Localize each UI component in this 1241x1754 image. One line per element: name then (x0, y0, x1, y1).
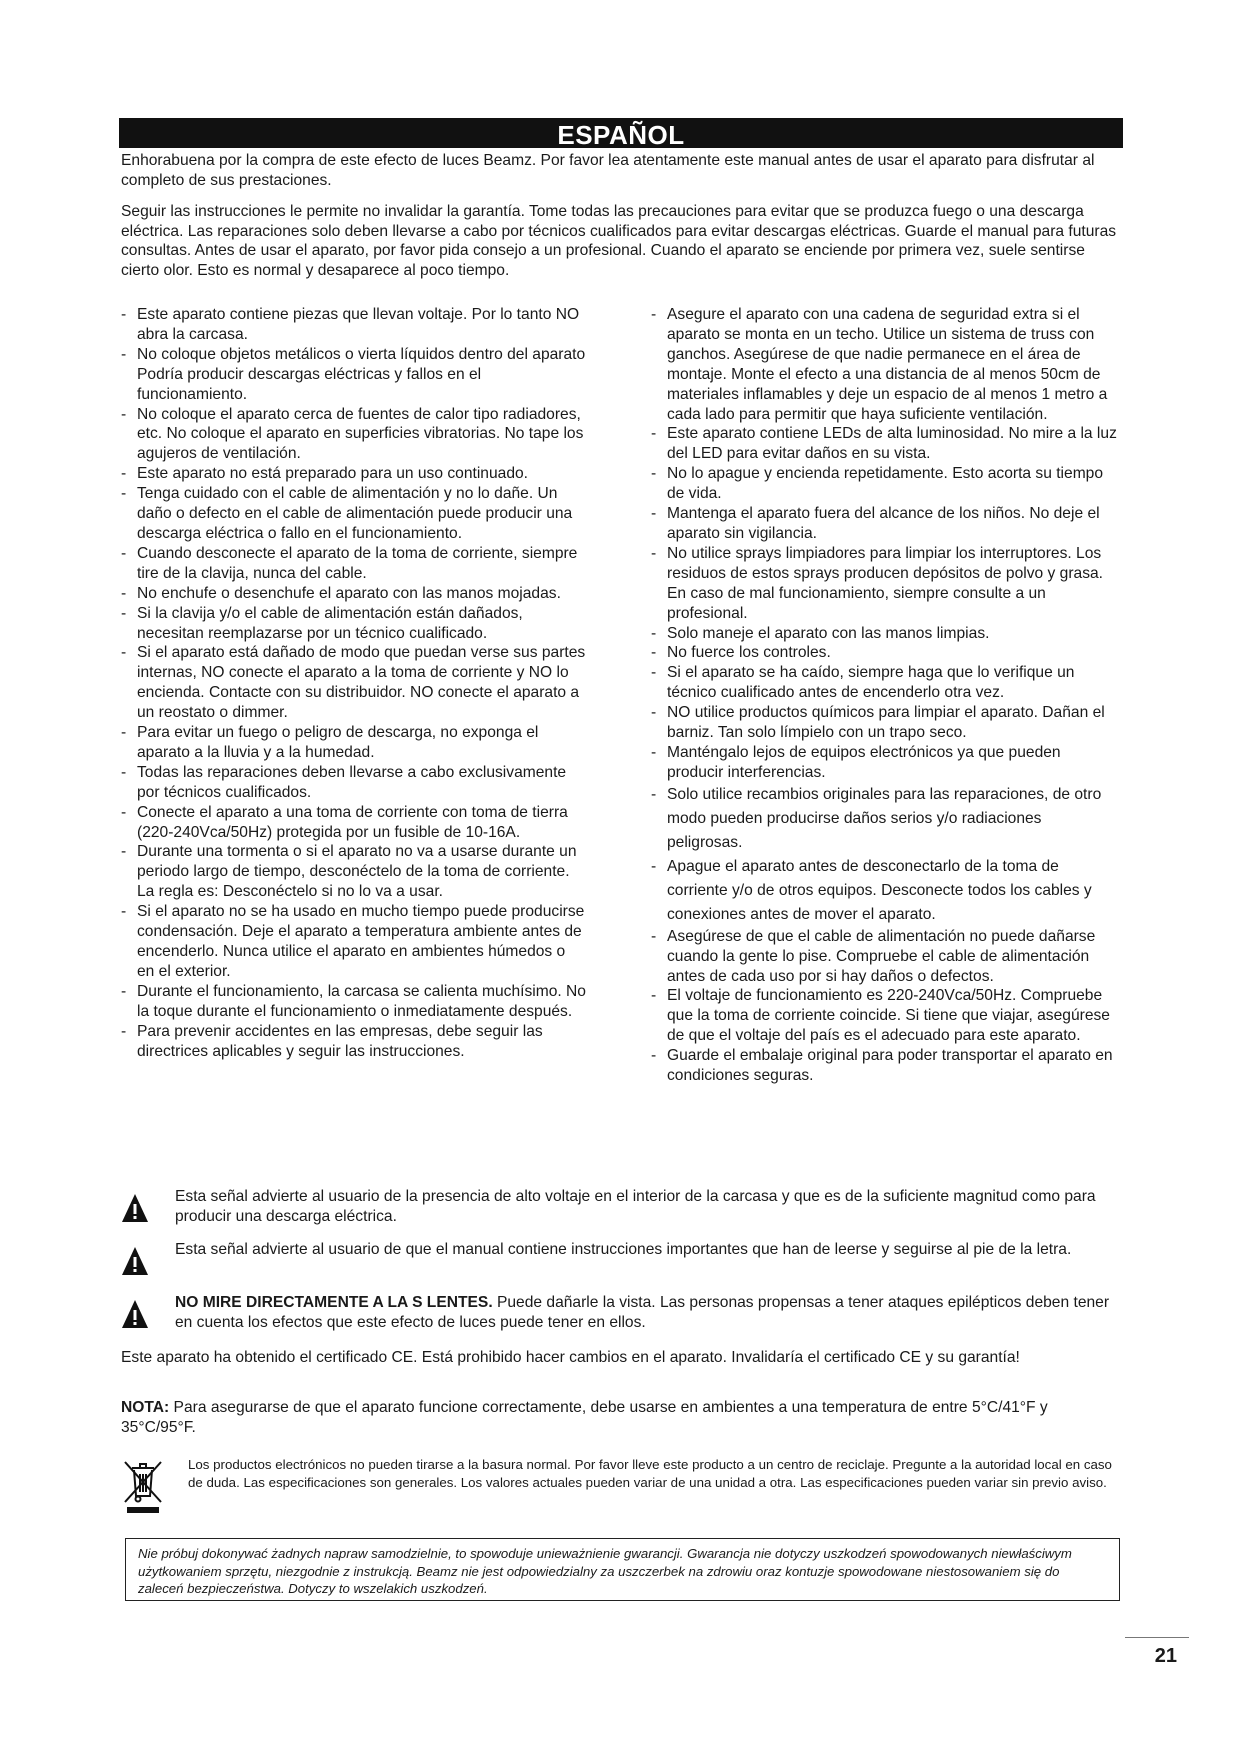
list-item: - Guarde el embalaje original para poder transportar el aparato en condiciones seguras. (651, 1046, 1121, 1086)
crossed-out-wheelie-bin-icon (121, 1458, 165, 1514)
safety-list-right (651, 305, 1121, 1086)
list-item: - No enchufe o desenchufe el aparato con las manos mojadas. (121, 584, 586, 604)
polish-warranty-box: Nie próbuj dokonywać żadnych napraw samodzielnie, to spowoduje unieważnienie gwarancji. Gwarancja nie dotyczy uszkodzeń spowodowanych niewłaściwym użytkowaniem sprzętu, niezgodnie z instrukcją. Beamz nie jest odpowiedzialny za uszczerbek na zdrowiu oraz kontuzje spowodowane niestosowaniem się do zaleceń bezpieczeństwa. Dotyczy to wszelakich uszkodzeń. (125, 1538, 1120, 1601)
warning-text (175, 1293, 1121, 1332)
list-item: - Si el aparato se ha caído, siempre haga que lo verifique un técnico cualificado antes de encenderlo otra vez. (651, 663, 1121, 703)
nota-text: Para asegurarse de que el aparato funcione correctamente, debe usarse en ambientes a una temperatura de entre 5°C/41°F y 35°C/95°F. (121, 1399, 1048, 1436)
list-item: - Si el aparato no se ha usado en mucho tiempo puede producirse condensación. Deje el aparato a temperatura ambiente antes de encenderlo. Nunca utilice el aparato en ambientes húmedos o en el exterior. (121, 902, 586, 982)
intro-paragraph: Enhorabuena por la compra de este efecto de luces Beamz. Por favor lea atentamente este manual antes de usar el aparato para disfrutar al completo de sus prestaciones. (121, 152, 1095, 189)
list-item: - Si la clavija y/o el cable de alimentación están dañados, necesitan reemplazarse por un técnico cualificado. (121, 604, 586, 644)
list-item: - NO utilice productos químicos para limpiar el aparato. Dañan el barniz. Tan solo límpielo con un trapo seco. (651, 703, 1121, 743)
list-item: - El voltaje de funcionamiento es 220-240Vca/50Hz. Compruebe que la toma de corriente coincide. Si tiene que viajar, asegúrese de que el voltaje del país es el adecuado para este aparato. (651, 986, 1121, 1046)
nota-label: NOTA: (121, 1399, 170, 1416)
warning-triangle-icon (121, 1299, 149, 1329)
list-item: - No lo apague y encienda repetidamente. Esto acorta su tiempo de vida. (651, 464, 1121, 504)
ce-paragraph: Este aparato ha obtenido el certificado CE. Está prohibido hacer cambios en el aparato. Invalidaría el certificado CE y su garantía! (121, 1349, 1020, 1366)
list-item: - No fuerce los controles. (651, 643, 1121, 663)
page-number: 21 (1154, 1645, 1177, 1667)
list-item: - Para evitar un fuego o peligro de descarga, no exponga el aparato a la lluvia y a la humedad. (121, 723, 586, 763)
list-item: - Todas las reparaciones deben llevarse a cabo exclusivamente por técnicos cualificados. (121, 763, 586, 803)
list-item: - Durante una tormenta o si el aparato no va a usarse durante un periodo largo de tiempo, desconéctelo de la toma de corriente. La regla es: Desconéctelo si no lo va a usar. (121, 842, 586, 902)
warning-text: Esta señal advierte al usuario de que el manual contiene instrucciones importantes que han de leerse y seguirse al pie de la letra. (175, 1241, 1072, 1258)
list-item: - Para prevenir accidentes en las empresas, debe seguir las directrices aplicables y seguir las instrucciones. (121, 1022, 586, 1062)
list-item: - No utilice sprays limpiadores para limpiar los interruptores. Los residuos de estos sprays producen depósitos de polvo y grasa. En caso de mal funcionamiento, siempre consulte a un profesional. (651, 544, 1121, 624)
list-item: - Este aparato contiene LEDs de alta luminosidad. No mire a la luz del LED para evitar daños en su vista. (651, 424, 1121, 464)
safety-list-left (121, 305, 586, 1061)
warranty-paragraph: Seguir las instrucciones le permite no invalidar la garantía. Tome todas las precauciones para evitar que se produzca fuego o una descarga eléctrica. Las reparaciones solo deben llevarse a cabo por técnicos cualificados para evitar descargas eléctricas. Guarde el manual para futuras consultas. Antes de usar el aparato, por favor pida consejo a un profesional. Cuando el aparato se enciende por primera vez, suele sentirse cierto olor. Esto es normal y desaparece al poco tiempo. (121, 203, 1117, 279)
list-item: - Manténgalo lejos de equipos electrónicos ya que pueden producir interferencias. (651, 743, 1121, 783)
warning-text: Esta señal advierte al usuario de la presencia de alto voltaje en el interior de la carcasa y que es de la suficiente magnitud como para producir una descarga eléctrica. (175, 1188, 1096, 1225)
recycling-text: Los productos electrónicos no pueden tirarse a la basura normal. Por favor lleve este producto a un centro de reciclaje. Pregunte a la autoridad local en caso de duda. Las especificaciones son generales. Los valores actuales pueden variar de una unidad a otra. Las especificaciones pueden variar sin previo aviso. (188, 1457, 1112, 1490)
list-item: - No coloque objetos metálicos o vierta líquidos dentro del aparato Podría producir descargas eléctricas y fallos en el funcionamiento. (121, 345, 586, 405)
list-item: - Tenga cuidado con el cable de alimentación y no lo dañe. Un daño o defecto en el cable de alimentación puede producir una descarga eléctrica o fallo en el funcionamiento. (121, 484, 586, 544)
list-item: - Asegure el aparato con una cadena de seguridad extra si el aparato se monta en un techo. Utilice un sistema de truss con ganchos. Asegúrese de que nadie permanece en el área de montaje. Monte el efecto a una distancia de al menos 50cm de materiales inflamables y deje un espacio de al menos 1 metro a cada lado para permitir que haya suficiente ventilación. (651, 305, 1121, 424)
list-item: - Durante el funcionamiento, la carcasa se calienta muchísimo. No la toque durante el funcionamiento o inmediatamente después. (121, 982, 586, 1022)
list-item: - Si el aparato está dañado de modo que puedan verse sus partes internas, NO conecte el aparato a la toma de corriente y NO lo encienda. Contacte con su distribuidor. NO conecte el aparato a un reostato o dimmer. (121, 643, 586, 723)
footer-rule (1125, 1637, 1189, 1638)
list-item: - Mantenga el aparato fuera del alcance de los niños. No deje el aparato sin vigilancia. (651, 504, 1121, 544)
section-title: ESPAÑOL (119, 118, 1123, 148)
warning-detail: Puede dañarle la vista. Las personas propensas a tener ataques epilépticos deben tener en cuenta los efectos que este efecto de luces puede tener en ellos. (175, 1294, 1110, 1331)
warning-emphasis: NO MIRE DIRECTAMENTE A LA S LENTES. (175, 1294, 493, 1311)
list-item: - Apague el aparato antes de desconectarlo de la toma de corriente y/o de otros equipos. Desconecte todos los cables y conexiones antes de mover el aparato. (651, 855, 1121, 927)
list-item: - Asegúrese de que el cable de alimentación no puede dañarse cuando la gente lo pise. Compruebe el cable de alimentación antes de cada uso por si hay daños o defectos. (651, 927, 1121, 987)
warning-triangle-icon (121, 1246, 149, 1276)
list-item: - Solo utilice recambios originales para las reparaciones, de otro modo pueden producirse daños serios y/o radiaciones peligrosas. (651, 783, 1121, 855)
nota-paragraph (121, 1398, 1121, 1437)
list-item: - Solo maneje el aparato con las manos limpias. (651, 624, 1121, 644)
list-item: - Este aparato no está preparado para un uso continuado. (121, 464, 586, 484)
list-item: - Cuando desconecte el aparato de la toma de corriente, siempre tire de la clavija, nunca del cable. (121, 544, 586, 584)
list-item: - No coloque el aparato cerca de fuentes de calor tipo radiadores, etc. No coloque el aparato en superficies vibratorias. No tape los agujeros de ventilación. (121, 405, 586, 465)
list-item: - Conecte el aparato a una toma de corriente con toma de tierra (220-240Vca/50Hz) protegida por un fusible de 10-16A. (121, 803, 586, 843)
list-item: - Este aparato contiene piezas que llevan voltaje. Por lo tanto NO abra la carcasa. (121, 305, 586, 345)
warning-triangle-icon (121, 1193, 149, 1223)
